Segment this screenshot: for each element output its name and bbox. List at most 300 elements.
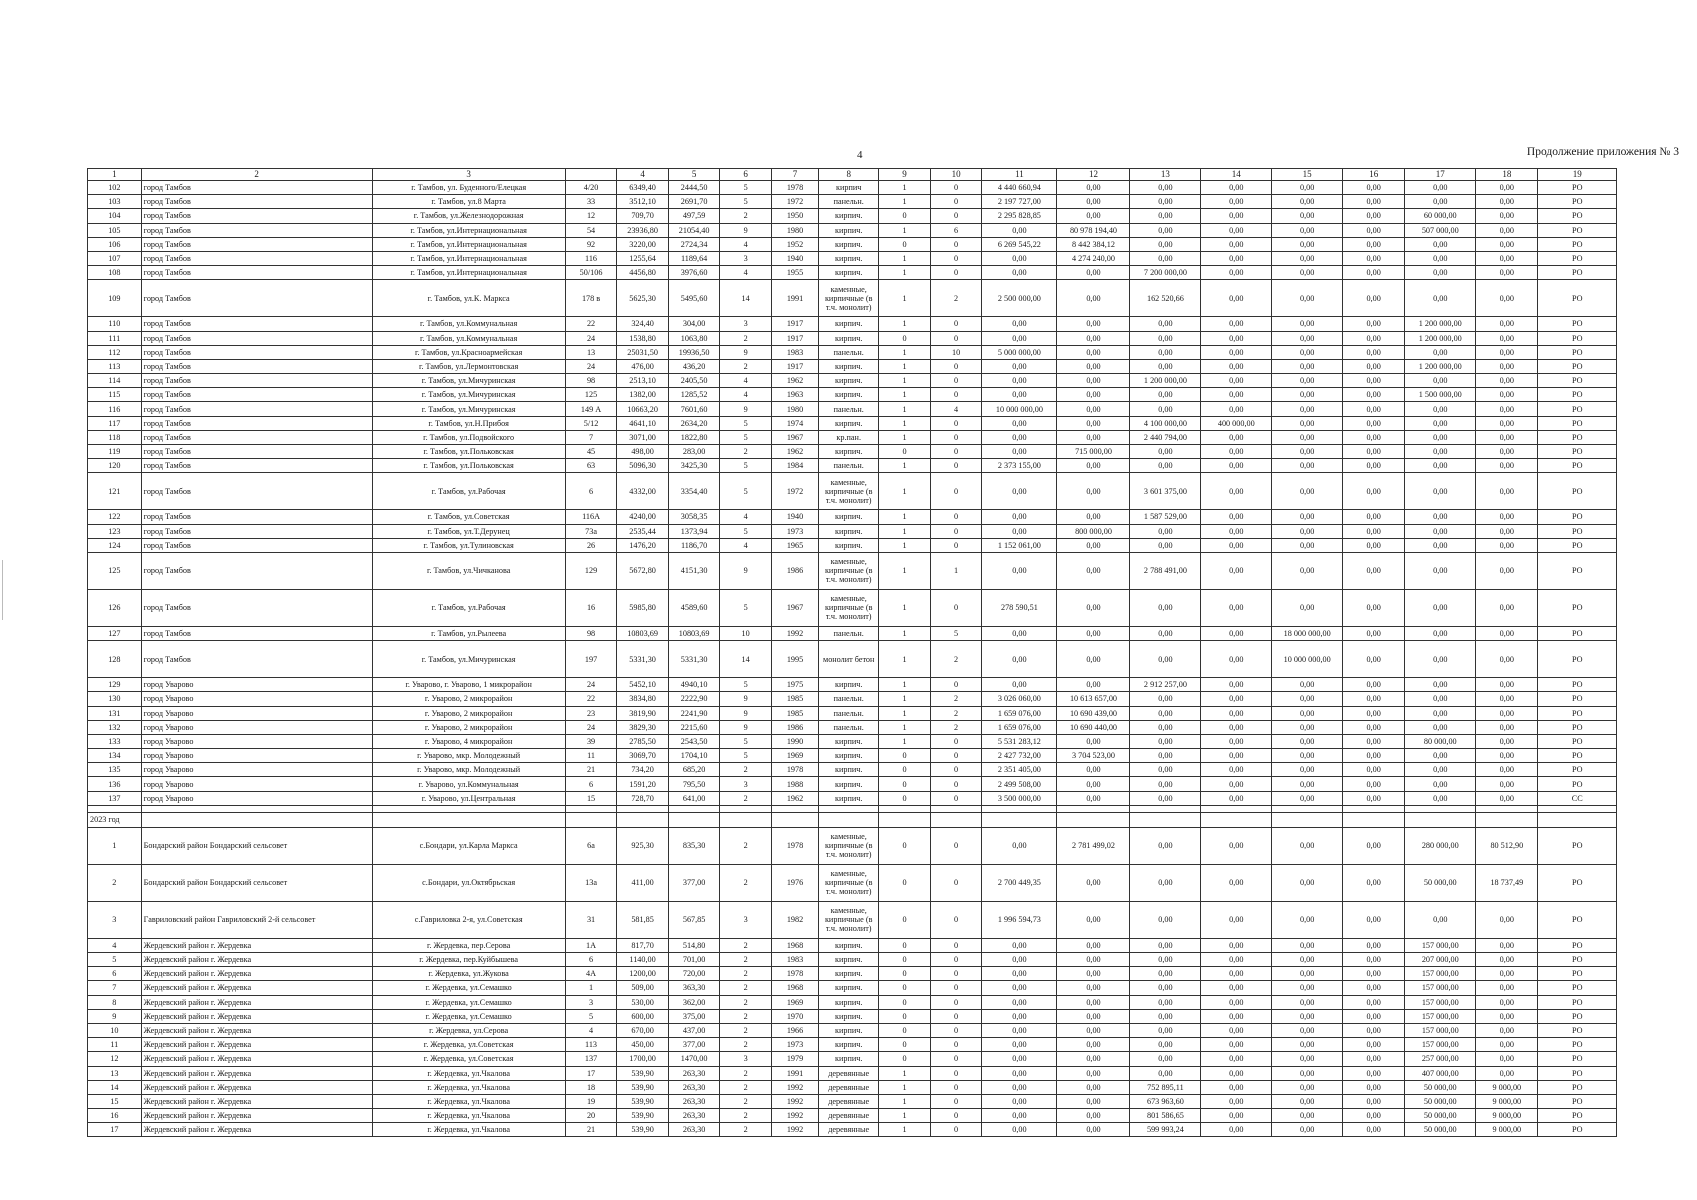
table-cell: 0,00 <box>1057 981 1130 995</box>
table-cell: город Тамбов <box>141 416 372 430</box>
table-cell: 117 <box>88 416 142 430</box>
table-cell: 2 <box>720 1009 772 1023</box>
table-cell: 0 <box>930 209 982 223</box>
table-cell: 0,00 <box>1272 181 1343 195</box>
table-cell: 0,00 <box>1476 317 1538 331</box>
table-cell: 0,00 <box>1476 692 1538 706</box>
table-cell: 0,00 <box>1057 1123 1130 1137</box>
table-cell: 4 <box>720 388 772 402</box>
table-cell: монолит бетон <box>819 641 879 678</box>
table-cell: 9 000,00 <box>1476 1080 1538 1094</box>
table-cell: 0,00 <box>1405 237 1476 251</box>
table-cell: 4 274 240,00 <box>1057 251 1130 265</box>
spacer-row <box>88 805 1617 812</box>
table-cell: 263,30 <box>668 1080 720 1094</box>
table-cell: 377,00 <box>668 1038 720 1052</box>
table-cell: 0,00 <box>1201 938 1272 952</box>
table-cell: 0 <box>930 1066 982 1080</box>
table-cell: 1140,00 <box>617 953 669 967</box>
table-cell: 0,00 <box>1343 195 1405 209</box>
table-cell: 0,00 <box>1201 430 1272 444</box>
table-cell: 0,00 <box>982 510 1057 524</box>
table-cell: 207 000,00 <box>1405 953 1476 967</box>
table-cell: 0,00 <box>1057 459 1130 473</box>
table-cell: 135 <box>88 763 142 777</box>
table-cell: 0,00 <box>1343 331 1405 345</box>
table-cell: 0,00 <box>1130 692 1201 706</box>
table-cell: 0,00 <box>1476 473 1538 510</box>
table-cell: Жердевский район г. Жердевка <box>141 1038 372 1052</box>
table-cell: кирпич. <box>819 981 879 995</box>
table-cell: 0,00 <box>1130 641 1201 678</box>
table-cell: 362,00 <box>668 995 720 1009</box>
table-row <box>88 1094 1617 1108</box>
table-cell: г. Жердевка, ул.Серова <box>372 1023 565 1037</box>
table-cell: 1200,00 <box>617 967 669 981</box>
table-cell: 1 <box>879 1094 931 1108</box>
table-cell: кирпич. <box>819 678 879 692</box>
table-cell: 0,00 <box>1201 359 1272 373</box>
table-cell: 13 <box>565 345 617 359</box>
table-cell: 1974 <box>771 416 818 430</box>
table-cell: 0,00 <box>1405 345 1476 359</box>
table-cell: 0 <box>930 1094 982 1108</box>
table-cell: 0,00 <box>1343 589 1405 626</box>
table-cell: 0,00 <box>1272 706 1343 720</box>
table-cell: 0,00 <box>1272 209 1343 223</box>
table-cell: 19 <box>565 1094 617 1108</box>
table-cell: 0 <box>930 510 982 524</box>
table-cell: 0,00 <box>1057 416 1130 430</box>
table-cell: 0,00 <box>1343 995 1405 1009</box>
table-cell: 1 <box>88 827 142 864</box>
table-cell: 0,00 <box>1343 749 1405 763</box>
table-cell: 1 <box>879 374 931 388</box>
table-cell: 0,00 <box>1057 331 1130 345</box>
table-cell: г. Уварово, 2 микрорайон <box>372 706 565 720</box>
table-cell: 0,00 <box>1057 626 1130 640</box>
table-cell: 3819,90 <box>617 706 669 720</box>
table-cell: 0,00 <box>1201 734 1272 748</box>
table-cell: 4240,00 <box>617 510 669 524</box>
table-cell: 0,00 <box>1130 1023 1201 1037</box>
table-cell: 0 <box>879 763 931 777</box>
table-cell: 0,00 <box>1130 223 1201 237</box>
table-cell: 1476,20 <box>617 538 669 552</box>
table-cell: 0,00 <box>1272 317 1343 331</box>
table-cell: 0 <box>879 237 931 251</box>
table-cell: 1972 <box>771 473 818 510</box>
table-cell: 0,00 <box>1057 678 1130 692</box>
table-cell: 2 <box>720 827 772 864</box>
table-cell: 0,00 <box>1201 538 1272 552</box>
table-cell: 1965 <box>771 538 818 552</box>
table-cell: 3 <box>720 317 772 331</box>
table-row <box>88 374 1617 388</box>
table-cell: кирпич. <box>819 251 879 265</box>
table-cell: 1 <box>879 251 931 265</box>
table-cell: 0 <box>879 864 931 901</box>
table-cell: 0,00 <box>1343 538 1405 552</box>
table-cell: 0,00 <box>982 678 1057 692</box>
table-cell: г. Тамбов, ул.Железнодорожная <box>372 209 565 223</box>
table-cell: 4 440 660,94 <box>982 181 1057 195</box>
table-cell: 0,00 <box>982 374 1057 388</box>
table-cell: 0,00 <box>1272 473 1343 510</box>
table-cell: 0,00 <box>1130 901 1201 938</box>
table-cell: кирпич. <box>819 445 879 459</box>
table-cell: 0,00 <box>1272 345 1343 359</box>
table-cell: 4589,60 <box>668 589 720 626</box>
table-cell: 31 <box>565 901 617 938</box>
table-cell: 4332,00 <box>617 473 669 510</box>
table-cell: 116А <box>565 510 617 524</box>
table-cell: РО <box>1538 280 1617 317</box>
table-cell: город Тамбов <box>141 237 372 251</box>
table-cell: 98 <box>565 374 617 388</box>
table-cell: 0,00 <box>1272 445 1343 459</box>
table-row <box>88 402 1617 416</box>
scan-artifact <box>2 560 3 620</box>
table-cell: Жердевский район г. Жердевка <box>141 1094 372 1108</box>
table-cell: 0 <box>930 445 982 459</box>
table-cell: город Уварово <box>141 777 372 791</box>
table-row <box>88 901 1617 938</box>
table-cell: 23936,80 <box>617 223 669 237</box>
table-cell: 0,00 <box>1201 791 1272 805</box>
table-cell: 2 <box>930 641 982 678</box>
table-cell: 1963 <box>771 388 818 402</box>
table-cell: 9 <box>720 345 772 359</box>
table-cell: 13а <box>565 864 617 901</box>
table-cell: 1985 <box>771 692 818 706</box>
table-cell: 120 <box>88 459 142 473</box>
table-cell: 0,00 <box>1272 981 1343 995</box>
table-cell: г. Жердевка, пер.Серова <box>372 938 565 952</box>
table-cell: город Тамбов <box>141 280 372 317</box>
table-cell: город Тамбов <box>141 626 372 640</box>
table-cell: 2691,70 <box>668 195 720 209</box>
table-cell: 21054,40 <box>668 223 720 237</box>
table-cell: кирпич. <box>819 510 879 524</box>
table-cell: 800 000,00 <box>1057 524 1130 538</box>
table-row <box>88 938 1617 952</box>
table-cell: 0,00 <box>1476 763 1538 777</box>
table-cell: 1990 <box>771 734 818 748</box>
table-cell: г. Тамбов, ул.Советская <box>372 510 565 524</box>
table-cell: 0 <box>930 777 982 791</box>
table-cell: 0,00 <box>1476 995 1538 1009</box>
table-cell: 0,00 <box>1272 749 1343 763</box>
table-cell <box>141 805 372 812</box>
table-cell: 2 788 491,00 <box>1130 552 1201 589</box>
table-cell: 5 531 283,12 <box>982 734 1057 748</box>
table-cell: панельн. <box>819 692 879 706</box>
table-cell: 1 200 000,00 <box>1405 317 1476 331</box>
table-cell: Жердевский район г. Жердевка <box>141 995 372 1009</box>
table-cell: 0,00 <box>1130 995 1201 1009</box>
table-cell: г. Уварово, г. Уварово, 1 микрорайон <box>372 678 565 692</box>
table-cell: 1980 <box>771 402 818 416</box>
table-cell: 257 000,00 <box>1405 1052 1476 1066</box>
table-cell: 10 613 657,00 <box>1057 692 1130 706</box>
table-row <box>88 388 1617 402</box>
table-cell: 0,00 <box>1201 345 1272 359</box>
table-cell: 1 <box>879 181 931 195</box>
table-cell: город Тамбов <box>141 195 372 209</box>
table-cell: 530,00 <box>617 995 669 1009</box>
table-cell: 4 <box>88 938 142 952</box>
table-cell: 835,30 <box>668 827 720 864</box>
table-cell: кирпич. <box>819 317 879 331</box>
table-cell: с.Бондари, ул.Карла Маркса <box>372 827 565 864</box>
table-cell: 0,00 <box>1405 402 1476 416</box>
table-cell: 0,00 <box>1343 1038 1405 1052</box>
table-cell: кирпич. <box>819 1009 879 1023</box>
table-cell: 5985,80 <box>617 589 669 626</box>
table-cell: 801 586,65 <box>1130 1109 1201 1123</box>
table-cell: 2 <box>720 791 772 805</box>
table-cell: 1 <box>879 524 931 538</box>
table-cell: 26 <box>565 538 617 552</box>
table-cell: 50 000,00 <box>1405 864 1476 901</box>
table-cell: 2724,34 <box>668 237 720 251</box>
table-cell: 0,00 <box>1201 678 1272 692</box>
table-cell: 162 520,66 <box>1130 280 1201 317</box>
table-cell: 1 <box>879 641 931 678</box>
table-cell: 0,00 <box>1343 181 1405 195</box>
table-cell: 1 <box>879 317 931 331</box>
table-cell: кирпич. <box>819 734 879 748</box>
table-cell: 599 993,24 <box>1130 1123 1201 1137</box>
table-cell: 0,00 <box>1201 251 1272 265</box>
table-cell: 0,00 <box>1130 864 1201 901</box>
table-cell: 0,00 <box>1405 266 1476 280</box>
table-cell <box>668 805 720 812</box>
table-cell: г. Тамбов, ул.Рылеева <box>372 626 565 640</box>
table-cell: 2 <box>930 280 982 317</box>
table-cell: 450,00 <box>617 1038 669 1052</box>
table-cell: 22 <box>565 317 617 331</box>
table-cell: 2 <box>720 981 772 995</box>
table-cell: 0,00 <box>1272 692 1343 706</box>
table-cell: г. Уварово, 2 микрорайон <box>372 692 565 706</box>
table-row <box>88 626 1617 640</box>
table-row <box>88 734 1617 748</box>
table-cell: 4А <box>565 967 617 981</box>
table-cell: 0,00 <box>1201 473 1272 510</box>
table-cell: 497,59 <box>668 209 720 223</box>
column-header: 2 <box>141 169 372 181</box>
table-cell: 0,00 <box>1272 195 1343 209</box>
table-cell: 1 200 000,00 <box>1130 374 1201 388</box>
table-cell: 2 912 257,00 <box>1130 678 1201 692</box>
table-cell: 0,00 <box>1272 459 1343 473</box>
table-cell: 0,00 <box>1476 626 1538 640</box>
table-cell: 1970 <box>771 1009 818 1023</box>
table-cell: 0,00 <box>1272 280 1343 317</box>
table-cell: 1982 <box>771 901 818 938</box>
table-cell: 1382,00 <box>617 388 669 402</box>
table-cell: РО <box>1538 827 1617 864</box>
table-cell: 673 963,60 <box>1130 1094 1201 1108</box>
table-cell: 9 <box>720 552 772 589</box>
table-cell: город Тамбов <box>141 473 372 510</box>
table-cell: 0,00 <box>1272 777 1343 791</box>
table-cell: 0 <box>879 749 931 763</box>
table-cell: 0,00 <box>1343 345 1405 359</box>
table-cell: 0,00 <box>1201 692 1272 706</box>
table-cell: 0,00 <box>1343 641 1405 678</box>
table-cell: 1972 <box>771 195 818 209</box>
table-cell <box>1538 812 1617 827</box>
table-cell: г. Жердевка, ул.Чкалова <box>372 1066 565 1080</box>
table-cell: город Тамбов <box>141 331 372 345</box>
table-cell: г. Тамбов, ул.Польковская <box>372 459 565 473</box>
table-cell: г. Жердевка, пер.Куйбышева <box>372 953 565 967</box>
table-cell: 0,00 <box>1201 626 1272 640</box>
table-cell: 1968 <box>771 938 818 952</box>
table-cell: 0,00 <box>1057 734 1130 748</box>
page-number: 4 <box>857 149 863 161</box>
table-cell: 0,00 <box>1476 641 1538 678</box>
table-cell: 0 <box>930 864 982 901</box>
table-cell: 116 <box>88 402 142 416</box>
table-cell: панельн. <box>819 402 879 416</box>
table-cell: кирпич. <box>819 538 879 552</box>
table-cell: 3976,60 <box>668 266 720 280</box>
table-cell: 103 <box>88 195 142 209</box>
table-cell: г. Уварово, 2 микрорайон <box>372 720 565 734</box>
table-cell: г. Тамбов, ул.Мичуринская <box>372 388 565 402</box>
table-cell: 795,50 <box>668 777 720 791</box>
table-cell: 0,00 <box>982 524 1057 538</box>
table-cell: 0,00 <box>1201 1066 1272 1080</box>
table-cell: 1285,52 <box>668 388 720 402</box>
table-cell: 1962 <box>771 791 818 805</box>
table-cell: 2 <box>720 209 772 223</box>
table-cell: 1 <box>930 552 982 589</box>
table-cell: 1983 <box>771 953 818 967</box>
table-cell <box>1201 812 1272 827</box>
table-cell: 0,00 <box>1405 777 1476 791</box>
table-cell: 1 200 000,00 <box>1405 331 1476 345</box>
section-label: 2023 год <box>88 812 142 827</box>
table-cell: РО <box>1538 734 1617 748</box>
table-cell: 1 <box>879 706 931 720</box>
table-cell: Жердевский район г. Жердевка <box>141 938 372 952</box>
table-cell: 1 <box>879 678 931 692</box>
table-cell: 1992 <box>771 626 818 640</box>
table-cell: 17 <box>565 1066 617 1080</box>
table-cell: 0,00 <box>1201 901 1272 938</box>
table-cell: 0,00 <box>1057 359 1130 373</box>
table-cell: 2 <box>720 1080 772 1094</box>
table-cell: 5495,60 <box>668 280 720 317</box>
column-header <box>565 169 617 181</box>
table-cell: 0,00 <box>982 1109 1057 1123</box>
table-cell: г. Жердевка, ул.Чкалова <box>372 1094 565 1108</box>
column-header: 19 <box>1538 169 1617 181</box>
column-header: 14 <box>1201 169 1272 181</box>
table-cell: 0,00 <box>1476 359 1538 373</box>
table-cell: 178 в <box>565 280 617 317</box>
table-cell: г. Тамбов, ул.Подвойского <box>372 430 565 444</box>
table-cell: 1255,64 <box>617 251 669 265</box>
table-row <box>88 524 1617 538</box>
table-cell: деревянные <box>819 1123 879 1137</box>
table-cell: 10 <box>930 345 982 359</box>
housing-repair-table <box>87 168 1617 1137</box>
table-cell: 0 <box>879 901 931 938</box>
table-cell: 0,00 <box>1201 967 1272 981</box>
table-cell: 0,00 <box>982 416 1057 430</box>
table-cell: 0,00 <box>1343 510 1405 524</box>
table-cell: 5 <box>720 416 772 430</box>
table-cell: 0,00 <box>1343 317 1405 331</box>
table-cell: г. Тамбов, ул.Н.Прибоя <box>372 416 565 430</box>
table-cell <box>1343 805 1405 812</box>
table-cell: 0,00 <box>1130 1066 1201 1080</box>
table-cell: 0,00 <box>982 953 1057 967</box>
table-cell: 0,00 <box>1201 1038 1272 1052</box>
table-cell: 24 <box>565 678 617 692</box>
table-cell: 0,00 <box>1057 953 1130 967</box>
table-cell: город Тамбов <box>141 181 372 195</box>
table-cell: 0,00 <box>1343 1109 1405 1123</box>
table-cell: 18 737,49 <box>1476 864 1538 901</box>
table-cell: 0,00 <box>1201 720 1272 734</box>
table-cell: РО <box>1538 589 1617 626</box>
table-cell: 0,00 <box>1272 510 1343 524</box>
table-cell: 119 <box>88 445 142 459</box>
table-cell: город Тамбов <box>141 402 372 416</box>
table-cell: 0,00 <box>1476 720 1538 734</box>
table-cell: 0 <box>930 473 982 510</box>
table-cell: 0,00 <box>1272 1066 1343 1080</box>
table-cell: 5/12 <box>565 416 617 430</box>
table-cell: 111 <box>88 331 142 345</box>
table-cell: 0,00 <box>1057 777 1130 791</box>
table-row <box>88 430 1617 444</box>
table-cell: 0 <box>930 430 982 444</box>
table-cell: 0,00 <box>1130 734 1201 748</box>
table-cell: 0 <box>879 1052 931 1066</box>
table-cell: 2 <box>720 1123 772 1137</box>
table-cell: 0 <box>930 967 982 981</box>
table-cell: 0,00 <box>1201 953 1272 967</box>
table-cell: 3 601 375,00 <box>1130 473 1201 510</box>
table-cell: 114 <box>88 374 142 388</box>
table-cell: 4 <box>565 1023 617 1037</box>
table-cell: 0,00 <box>1201 331 1272 345</box>
table-cell: 2513,10 <box>617 374 669 388</box>
table-cell: 128 <box>88 641 142 678</box>
table-cell: деревянные <box>819 1066 879 1080</box>
table-cell: 0,00 <box>1130 1009 1201 1023</box>
table-cell: 5096,30 <box>617 459 669 473</box>
table-cell: 108 <box>88 266 142 280</box>
table-cell: 0,00 <box>1130 967 1201 981</box>
column-header: 17 <box>1405 169 1476 181</box>
table-cell: РО <box>1538 749 1617 763</box>
table-cell: 0,00 <box>1130 538 1201 552</box>
table-cell: 0 <box>879 953 931 967</box>
table-cell: 363,30 <box>668 981 720 995</box>
table-row <box>88 720 1617 734</box>
table-cell: РО <box>1538 374 1617 388</box>
table-cell: 0,00 <box>1272 953 1343 967</box>
